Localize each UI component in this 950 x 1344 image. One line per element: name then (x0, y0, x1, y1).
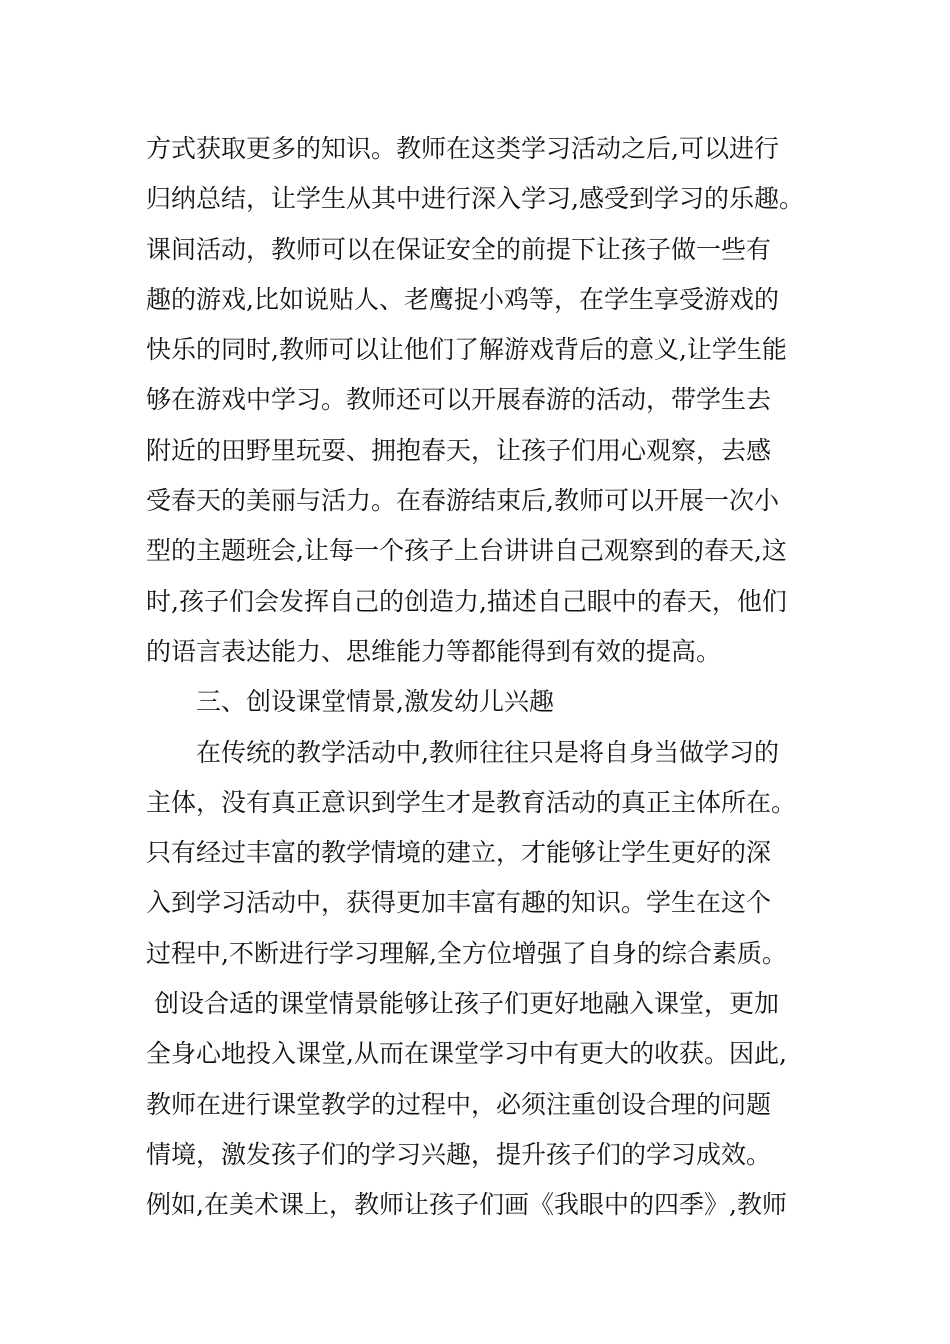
body-text-line: 创设合适的课堂情景能够让孩子们更好地融入课堂，更加 (154, 989, 780, 1019)
body-text-line: 的语言表达能力、思维能力等都能得到有效的提高。 (146, 636, 722, 666)
body-text-line: 情境，激发孩子们的学习兴趣，提升孩子们的学习成效。 (146, 1139, 772, 1169)
body-text-line: 教师在进行课堂教学的过程中，必须注重创设合理的问题 (146, 1089, 772, 1119)
body-text-line: 主体，没有真正意识到学生才是教育活动的真正主体所在。 (146, 787, 797, 817)
body-text-line: 受春天的美丽与活力。在春游结束后,教师可以开展一次小 (146, 486, 779, 516)
body-text-line: 趣的游戏,比如说贴人、老鹰捉小鸡等，在学生享受游戏的 (146, 284, 779, 314)
body-text-line: 附近的田野里玩耍、拥抱春天，让孩子们用心观察，去感 (146, 435, 772, 465)
body-text-line: 只有经过丰富的教学情境的建立，才能够让学生更好的深 (146, 838, 772, 868)
body-text-line: 归纳总结，让学生从其中进行深入学习,感受到学习的乐趣。 (146, 184, 804, 214)
body-text-line: 够在游戏中学习。教师还可以开展春游的活动，带学生去 (146, 385, 772, 415)
body-text-line: 例如,在美术课上，教师让孩子们画《我眼中的四季》,教师 (146, 1190, 787, 1220)
document-body (146, 124, 826, 1231)
body-text-line: 型的主题班会,让每一个孩子上台讲讲自己观察到的春天,这 (146, 536, 787, 566)
body-text-line: 过程中,不断进行学习理解,全方位增强了自身的综合素质。 (146, 938, 787, 968)
body-text-line: 入到学习活动中，获得更加丰富有趣的知识。学生在这个 (146, 888, 772, 918)
section-heading: 三、创设课堂情景,激发幼儿兴趣 (196, 687, 554, 717)
body-text-line: 方式获取更多的知识。教师在这类学习活动之后,可以进行 (146, 134, 779, 163)
body-text-line: 时,孩子们会发挥自己的创造力,描述自己眼中的春天，他们 (146, 586, 787, 616)
body-text-line: 快乐的同时,教师可以让他们了解游戏背后的意义,让学生能 (146, 335, 787, 365)
body-text-line: 全身心地投入课堂,从而在课堂学习中有更大的收获。因此, (146, 1039, 787, 1069)
body-text-line: 在传统的教学活动中,教师往往只是将自身当做学习的 (196, 737, 779, 767)
body-text-line: 课间活动，教师可以在保证安全的前提下让孩子做一些有 (146, 234, 772, 264)
